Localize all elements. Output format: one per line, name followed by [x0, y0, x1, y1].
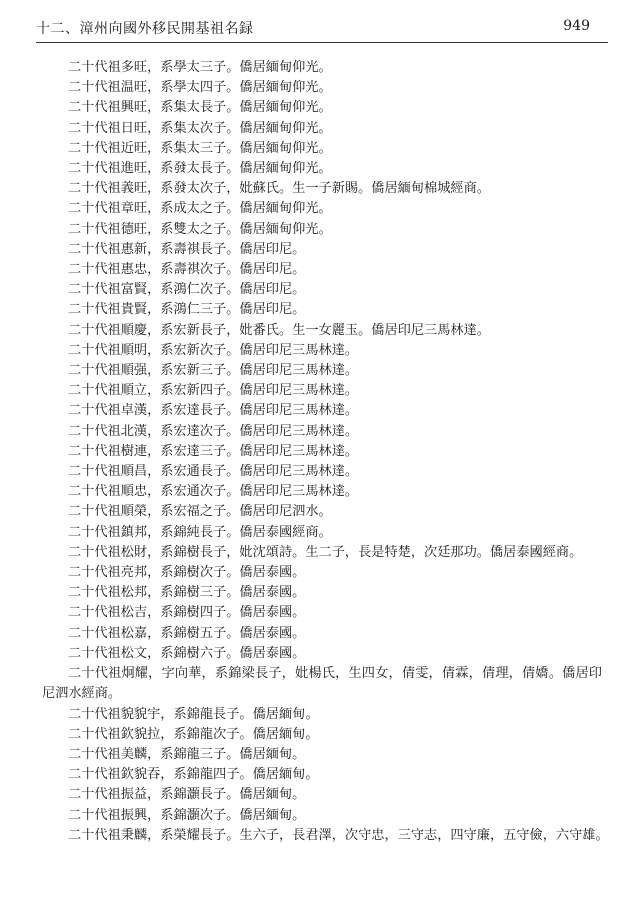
entry-line: 二十代祖順昌，系宏通長子。僑居印尼三馬林達。: [68, 464, 359, 480]
entry-line: 二十代祖德旺，系雙太之子。僑居緬甸仰光。: [68, 221, 332, 237]
entry-line: 二十代祖秉麟，系榮耀長子。生六子，長君澤，次守忠，三守志，四守廉，五守儉，六守雄。: [68, 827, 609, 843]
entry-line: 二十代祖亮邦，系錦樹次子。僑居泰國。: [68, 565, 306, 581]
entry-line: 二十代祖進旺，系發太長子。僑居緬甸仰光。: [68, 161, 332, 177]
header-divider: [36, 42, 608, 43]
entry-line: 二十代祖北漢，系宏達次子。僑居印尼三馬林達。: [68, 423, 359, 439]
chapter-title: 十二、漳州向國外移民開基祖名録: [36, 21, 254, 37]
entry-line: 二十代祖貌貌宇，系錦龍長子。僑居緬甸。: [68, 706, 319, 722]
entry-line: 二十代祖卓漢，系宏達長子。僑居印尼三馬林達。: [68, 403, 359, 419]
entry-line: 二十代祖順明，系宏新次子。僑居印尼三馬林達。: [68, 342, 359, 358]
entry-line: 二十代祖貴賢，系鴻仁三子。僑居印尼。: [68, 302, 306, 318]
entry-line: 二十代祖樹連，系宏達三子。僑居印尼三馬林達。: [68, 443, 359, 459]
entry-line: 二十代祖富賢，系鴻仁次子。僑居印尼。: [68, 282, 306, 298]
entry-line: 二十代祖順强，系宏新三子。僑居印尼三馬林達。: [68, 363, 359, 379]
entry-line: 二十代祖順立，系宏新四子。僑居印尼三馬林達。: [68, 383, 359, 399]
genealogy-list: [42, 58, 609, 846]
entry-line: 二十代祖欽貌拉，系錦龍次子。僑居緬甸。: [68, 726, 319, 742]
entry-line: 二十代祖松邦，系錦樹三子。僑居泰國。: [68, 585, 306, 601]
entry-line: 二十代祖近旺，系集太三子。僑居緬甸仰光。: [68, 140, 332, 156]
entry-line: 二十代祖惠忠，系壽祺次子。僑居印尼。: [68, 262, 306, 278]
entry-line: 二十代祖惠新，系壽祺長子。僑居印尼。: [68, 241, 306, 257]
entry-line: 二十代祖美麟，系錦龍三子。僑居緬甸。: [68, 746, 306, 762]
entry-line: 二十代祖振興，系錦灝次子。僑居緬甸。: [68, 807, 306, 823]
entry-line: 二十代祖松財，系錦樹長子，妣沈頌詩。生二子，長是特楚，次廷那功。僑居泰國經商。: [68, 544, 583, 560]
entry-line: 二十代祖松吉，系錦樹四子。僑居泰國。: [68, 605, 306, 621]
entry-line: 二十代祖順忠，系宏通次子。僑居印尼三馬林達。: [68, 484, 359, 500]
entry-line: 二十代祖章旺，系成太之子。僑居緬甸仰光。: [68, 201, 332, 217]
entry-line: 二十代祖松嘉，系錦樹五子。僑居泰國。: [68, 625, 306, 641]
entry-line: 二十代祖松文，系錦樹六子。僑居泰國。: [68, 645, 306, 661]
entry-line: 二十代祖炯耀，字向華，系錦梁長子，妣楊氏，生四女，倩雯，倩霖，倩理，倩嬌。僑居印尼泗水經商。: [42, 666, 602, 702]
entry-line: 二十代祖日旺，系集太次子。僑居緬甸仰光。: [68, 120, 332, 136]
entry-line: 二十代祖多旺，系學太三子。僑居緬甸仰光。: [68, 60, 332, 75]
page-number: 949: [563, 18, 590, 34]
entry-line: 二十代祖振益，系錦灝長子。僑居緬甸。: [68, 787, 306, 803]
entry-line: 二十代祖温旺，系學太四子。僑居緬甸仰光。: [68, 80, 332, 96]
entry-line: 二十代祖鎮邦，系錦純長子。僑居泰國經商。: [68, 524, 332, 540]
entry-line: 二十代祖順慶，系宏新長子，妣番氏。生一女麗玉。僑居印尼三馬林達。: [68, 322, 490, 338]
entry-line: 二十代祖興旺，系集太長子。僑居緬甸仰光。: [68, 100, 332, 116]
entry-line: 二十代祖欽貌吞，系錦龍四子。僑居緬甸。: [68, 767, 319, 783]
running-header: [36, 18, 602, 38]
entry-line: 二十代祖順榮，系宏福之子。僑居印尼泗水。: [68, 504, 332, 520]
entry-line: 二十代祖義旺，系發太次子，妣蘇氏。生一子新賜。僑居緬甸棉城經商。: [68, 181, 490, 197]
